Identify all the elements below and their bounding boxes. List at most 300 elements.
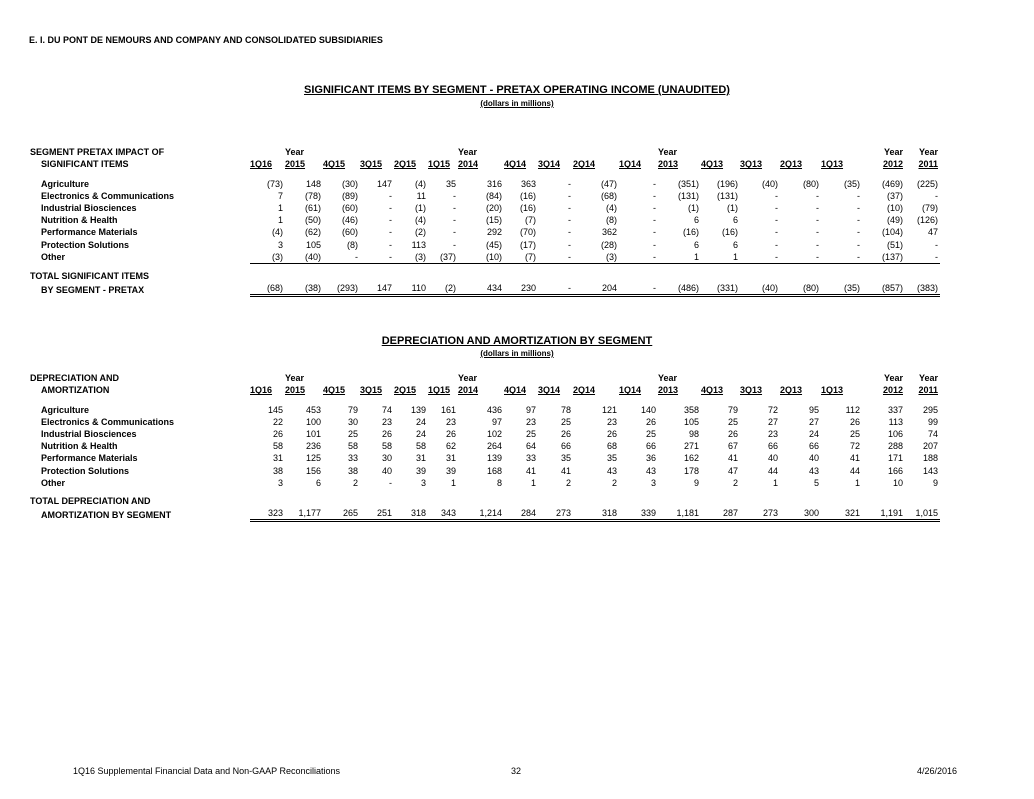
blank-cell: [658, 270, 701, 282]
blank-cell: [619, 396, 658, 403]
value-cell: -: [816, 215, 819, 226]
blank-cell: [658, 495, 701, 507]
value-cell: -: [568, 178, 571, 189]
year-label: Year: [658, 373, 678, 384]
blank-cell: [323, 396, 360, 403]
value-cell: 362: [601, 227, 617, 238]
value-cell: (7): [504, 251, 538, 264]
blank-cell: [740, 146, 780, 158]
value-cell: (10): [886, 202, 903, 213]
blank-cell: [323, 170, 360, 177]
value-cell: 38: [272, 465, 283, 476]
value-cell: (1): [415, 202, 426, 213]
row-label: Protection Solutions: [41, 239, 130, 250]
total-value: 251: [360, 507, 394, 521]
value-cell: 31: [272, 453, 283, 464]
value-cell: (68): [600, 190, 617, 201]
total-value: (80): [780, 282, 821, 296]
value-cell: 66: [645, 441, 656, 452]
value-cell: 72: [849, 441, 860, 452]
year-label: Year: [458, 373, 478, 384]
value-cell: 98: [688, 428, 699, 439]
value-cell: 62: [445, 441, 456, 452]
total-value: 287: [701, 507, 740, 521]
value-cell: 99: [927, 416, 938, 427]
blank-cell: [428, 270, 458, 282]
total-value: 1,181: [658, 507, 701, 521]
blank-cell: [250, 146, 285, 158]
value-cell: 23: [381, 416, 392, 427]
blank-cell: [323, 372, 360, 384]
value-cell: 38: [347, 465, 358, 476]
value-cell: 40: [381, 465, 392, 476]
value-cell: 1: [277, 215, 283, 226]
value-cell: 358: [683, 404, 699, 415]
column-header: 4Q15: [323, 385, 346, 396]
column-header: 3Q14: [538, 385, 561, 396]
value-cell: -: [653, 190, 656, 201]
value-cell: -: [935, 190, 938, 201]
value-cell: (4): [415, 178, 426, 189]
total-value: -: [619, 282, 658, 296]
value-cell: (16): [682, 227, 699, 238]
value-cell: 102: [486, 428, 502, 439]
value-cell: -: [453, 190, 456, 201]
value-cell: (131): [716, 190, 738, 201]
column-header: 2Q15: [394, 385, 417, 396]
value-cell: 64: [525, 441, 536, 452]
total-value: 265: [323, 507, 360, 521]
column-header: 2011: [918, 385, 938, 396]
total-label-row: [27, 495, 940, 507]
total-label-row: [27, 270, 940, 282]
section1-subtitle: [0, 99, 1034, 108]
blank-cell: [619, 170, 658, 177]
value-cell: 26: [645, 416, 656, 427]
total-label: BY SEGMENT - PRETAX: [41, 284, 145, 295]
blank-cell: [821, 146, 862, 158]
year-label: Year: [883, 373, 903, 384]
value-cell: 25: [525, 428, 536, 439]
value-cell: 43: [606, 465, 617, 476]
value-cell: (78): [304, 190, 321, 201]
value-cell: 8: [496, 477, 502, 488]
total-value: (383): [905, 282, 940, 296]
row-label: Protection Solutions: [41, 465, 130, 476]
value-cell: 35: [445, 178, 456, 189]
value-cell: -: [453, 215, 456, 226]
year-label: Year: [285, 147, 305, 158]
total-value: 273: [538, 507, 573, 521]
value-cell: (4): [606, 202, 617, 213]
spacer-row: [27, 396, 940, 403]
total-value: 323: [250, 507, 285, 521]
footer-title: 1Q16 Supplemental Financial Data and Non-GAAP Reconciliations: [73, 766, 340, 776]
blank-cell: [504, 270, 538, 282]
total-value: 284: [504, 507, 538, 521]
blank-cell: [573, 372, 619, 384]
blank-cell: [394, 495, 428, 507]
header-row: [27, 158, 940, 170]
value-cell: 43: [808, 465, 819, 476]
value-cell: (1): [727, 202, 738, 213]
blank-cell: [458, 270, 504, 282]
value-cell: 58: [272, 441, 283, 452]
value-cell: 58: [415, 441, 426, 452]
total-value: 300: [780, 507, 821, 521]
total-value: (331): [701, 282, 740, 296]
value-cell: 11: [416, 190, 426, 201]
value-cell: (225): [916, 178, 938, 189]
blank-cell: [740, 270, 780, 282]
blank-cell: [428, 396, 458, 403]
total-value: 434: [458, 282, 504, 296]
blank-cell: [285, 170, 323, 177]
value-cell: -: [653, 215, 656, 226]
value-cell: -: [905, 251, 940, 264]
value-cell: (49): [886, 215, 903, 226]
blank-cell: [821, 495, 862, 507]
value-cell: 36: [645, 453, 656, 464]
value-cell: 143: [922, 465, 938, 476]
value-cell: 67: [727, 441, 738, 452]
column-header: 3Q14: [538, 159, 561, 170]
total-value: (35): [821, 282, 862, 296]
value-cell: 24: [415, 428, 426, 439]
value-cell: (62): [304, 227, 321, 238]
column-header: 2013: [658, 385, 679, 396]
blank-cell: [504, 495, 538, 507]
blank-cell: [821, 372, 862, 384]
blank-cell: [428, 170, 458, 177]
value-cell: 9: [932, 477, 938, 488]
value-cell: -: [453, 227, 456, 238]
blank-cell: [323, 495, 360, 507]
value-cell: 207: [922, 441, 938, 452]
value-cell: 145: [267, 404, 283, 415]
value-cell: 1: [450, 477, 456, 488]
blank-cell: [250, 270, 285, 282]
value-cell: (73): [266, 178, 283, 189]
blank-cell: [250, 170, 285, 177]
value-cell: 41: [560, 465, 571, 476]
column-header: 2Q13: [780, 385, 803, 396]
total-value: 343: [428, 507, 458, 521]
value-cell: 30: [381, 453, 392, 464]
row-label-header: SEGMENT PRETAX IMPACT OF: [30, 147, 165, 158]
value-cell: 27: [808, 416, 819, 427]
row-label: Electronics & Communications: [41, 416, 175, 427]
value-cell: 25: [560, 416, 571, 427]
blank-cell: [905, 270, 940, 282]
value-cell: (28): [600, 239, 617, 250]
value-cell: 74: [927, 428, 938, 439]
value-cell: 24: [415, 416, 426, 427]
total-label: TOTAL DEPRECIATION AND: [30, 495, 151, 506]
total-label: TOTAL SIGNIFICANT ITEMS: [30, 270, 149, 281]
value-cell: 6: [732, 215, 738, 226]
total-value: (40): [740, 282, 780, 296]
value-cell: 106: [887, 428, 903, 439]
value-cell: 3: [277, 477, 283, 488]
blank-cell: [619, 372, 658, 384]
section2-subtitle: [0, 349, 1034, 358]
value-cell: 74: [381, 404, 392, 415]
value-cell: 10: [892, 477, 903, 488]
value-cell: -: [816, 190, 819, 201]
blank-cell: [458, 396, 504, 403]
blank-cell: [573, 146, 619, 158]
column-header: 1Q16: [250, 159, 273, 170]
table-row: [27, 214, 940, 226]
table-row: [27, 226, 940, 238]
value-cell: 35: [560, 453, 571, 464]
blank-cell: [428, 372, 458, 384]
value-cell: -: [389, 215, 392, 226]
blank-cell: [250, 495, 285, 507]
total-value: 1,015: [905, 507, 940, 521]
total-value: 230: [504, 282, 538, 296]
blank-cell: [780, 146, 821, 158]
value-cell: (351): [677, 178, 699, 189]
value-cell: 68: [606, 441, 617, 452]
value-cell: -: [857, 190, 860, 201]
blank-cell: [285, 495, 323, 507]
value-cell: (104): [881, 227, 903, 238]
value-cell: 236: [305, 441, 321, 452]
blank-cell: [821, 170, 862, 177]
value-cell: -: [568, 239, 571, 250]
value-cell: (137): [862, 251, 905, 264]
blank-cell: [394, 372, 428, 384]
table-row: [27, 464, 940, 476]
value-cell: 78: [560, 404, 571, 415]
value-cell: (3): [573, 251, 619, 264]
value-cell: 188: [922, 453, 938, 464]
value-cell: (37): [428, 251, 458, 264]
table-row: [27, 416, 940, 428]
value-cell: 23: [525, 416, 536, 427]
value-cell: (15): [485, 215, 502, 226]
value-cell: 97: [525, 404, 536, 415]
row-label: Electronics & Communications: [41, 190, 175, 201]
value-cell: (20): [485, 202, 502, 213]
value-cell: 271: [683, 441, 699, 452]
value-cell: 31: [415, 453, 426, 464]
value-cell: 6: [693, 215, 699, 226]
blank-cell: [740, 396, 780, 403]
value-cell: 125: [305, 453, 321, 464]
value-cell: -: [568, 190, 571, 201]
value-cell: 25: [347, 428, 358, 439]
significant-items-table: [27, 146, 940, 297]
value-cell: 79: [347, 404, 358, 415]
value-cell: -: [775, 227, 778, 238]
blank-cell: [862, 270, 905, 282]
value-cell: 23: [445, 416, 456, 427]
column-header: 3Q15: [360, 385, 383, 396]
value-cell: (51): [886, 239, 903, 250]
value-cell: -: [653, 227, 656, 238]
value-cell: 147: [376, 178, 392, 189]
total-value: 318: [573, 507, 619, 521]
total-label: AMORTIZATION BY SEGMENT: [41, 509, 172, 520]
row-label: Other: [41, 252, 66, 263]
value-cell: 3: [650, 477, 656, 488]
total-value: 318: [394, 507, 428, 521]
value-cell: 66: [767, 441, 778, 452]
value-cell: 5: [813, 477, 819, 488]
table-row: [27, 238, 940, 250]
value-cell: (35): [843, 178, 860, 189]
value-cell: (60): [341, 202, 358, 213]
blank-cell: [740, 372, 780, 384]
value-cell: (80): [802, 178, 819, 189]
value-cell: 40: [808, 453, 819, 464]
total-value: (68): [250, 282, 285, 296]
total-value: 147: [360, 282, 394, 296]
row-label: Agriculture: [41, 404, 90, 415]
blank-cell: [360, 170, 394, 177]
blank-cell: [658, 396, 701, 403]
value-cell: -: [775, 202, 778, 213]
table-row: [27, 202, 940, 214]
blank-cell: [862, 396, 905, 403]
value-cell: -: [619, 251, 658, 264]
value-cell: 41: [849, 453, 860, 464]
value-cell: (3): [394, 251, 428, 264]
value-cell: 113: [888, 416, 903, 427]
column-header: 2013: [658, 159, 679, 170]
total-value: 204: [573, 282, 619, 296]
value-cell: -: [935, 239, 938, 250]
value-cell: -: [816, 202, 819, 213]
value-cell: -: [389, 239, 392, 250]
value-cell: 1: [277, 202, 283, 213]
value-cell: 26: [849, 416, 860, 427]
value-cell: -: [653, 239, 656, 250]
value-cell: 22: [272, 416, 283, 427]
value-cell: -: [360, 251, 394, 264]
value-cell: 337: [887, 404, 903, 415]
section2-subtitle-text: (dollars in millions): [480, 349, 554, 358]
blank-cell: [905, 396, 940, 403]
value-cell: 6: [693, 239, 699, 250]
value-cell: 148: [305, 178, 321, 189]
blank-cell: [619, 495, 658, 507]
value-cell: (46): [341, 215, 358, 226]
value-cell: 44: [849, 465, 860, 476]
value-cell: -: [857, 227, 860, 238]
value-cell: (61): [304, 202, 321, 213]
value-cell: (2): [415, 227, 426, 238]
value-cell: -: [568, 202, 571, 213]
blank-cell: [701, 146, 740, 158]
value-cell: (3): [250, 251, 285, 264]
value-cell: -: [780, 251, 821, 264]
value-cell: 178: [683, 465, 699, 476]
value-cell: 79: [727, 404, 738, 415]
row-label: Industrial Biosciences: [41, 428, 137, 439]
blank-cell: [250, 396, 285, 403]
value-cell: 47: [727, 465, 738, 476]
column-header: 2Q15: [394, 159, 417, 170]
value-cell: 43: [645, 465, 656, 476]
value-cell: 39: [445, 465, 456, 476]
section2-title: [0, 335, 1034, 347]
section1-title-text: SIGNIFICANT ITEMS BY SEGMENT - PRETAX OPERATING INCOME (UNAUDITED): [304, 84, 730, 96]
blank-cell: [538, 396, 573, 403]
value-cell: (8): [347, 239, 358, 250]
blank-cell: [394, 270, 428, 282]
value-cell: -: [323, 251, 360, 264]
value-cell: 35: [606, 453, 617, 464]
year-label: Year: [918, 373, 938, 384]
table-row: [27, 440, 940, 452]
value-cell: 140: [640, 404, 656, 415]
value-cell: 436: [486, 404, 502, 415]
blank-cell: [27, 396, 250, 403]
total-value: (293): [323, 282, 360, 296]
row-label-header: AMORTIZATION: [41, 385, 110, 396]
blank-cell: [862, 495, 905, 507]
blank-cell: [285, 396, 323, 403]
value-cell: 1: [772, 477, 778, 488]
blank-cell: [573, 170, 619, 177]
total-value: 1,177: [285, 507, 323, 521]
value-cell: -: [389, 202, 392, 213]
section1-title: [0, 84, 1034, 96]
blank-cell: [538, 495, 573, 507]
value-cell: 3: [420, 477, 426, 488]
year-label: Year: [883, 147, 903, 158]
value-cell: 97: [491, 416, 502, 427]
value-cell: (469): [881, 178, 903, 189]
blank-cell: [905, 495, 940, 507]
value-cell: 105: [683, 416, 699, 427]
value-cell: 66: [808, 441, 819, 452]
value-cell: 72: [767, 404, 778, 415]
blank-cell: [504, 372, 538, 384]
year-label: Year: [458, 147, 478, 158]
value-cell: -: [857, 202, 860, 213]
value-cell: 113: [411, 239, 426, 250]
value-cell: 1: [701, 251, 740, 264]
column-header: 1Q14: [619, 385, 642, 396]
value-cell: 25: [727, 416, 738, 427]
company-name: E. I. DU PONT DE NEMOURS AND COMPANY AND CONSOLIDATED SUBSIDIARIES: [29, 35, 383, 45]
value-cell: 292: [486, 227, 502, 238]
column-header: 2012: [882, 159, 903, 170]
value-cell: 6: [315, 477, 321, 488]
column-header: 4Q14: [504, 159, 527, 170]
blank-cell: [360, 372, 394, 384]
value-cell: 105: [305, 239, 321, 250]
blank-cell: [573, 495, 619, 507]
value-cell: -: [740, 251, 780, 264]
blank-cell: [701, 396, 740, 403]
value-cell: (30): [341, 178, 358, 189]
value-cell: 9: [693, 477, 699, 488]
value-cell: (45): [485, 239, 502, 250]
value-cell: (37): [886, 190, 903, 201]
blank-cell: [862, 170, 905, 177]
value-cell: 1: [530, 477, 536, 488]
blank-cell: [905, 170, 940, 177]
value-cell: -: [653, 178, 656, 189]
value-cell: -: [389, 227, 392, 238]
blank-cell: [428, 495, 458, 507]
